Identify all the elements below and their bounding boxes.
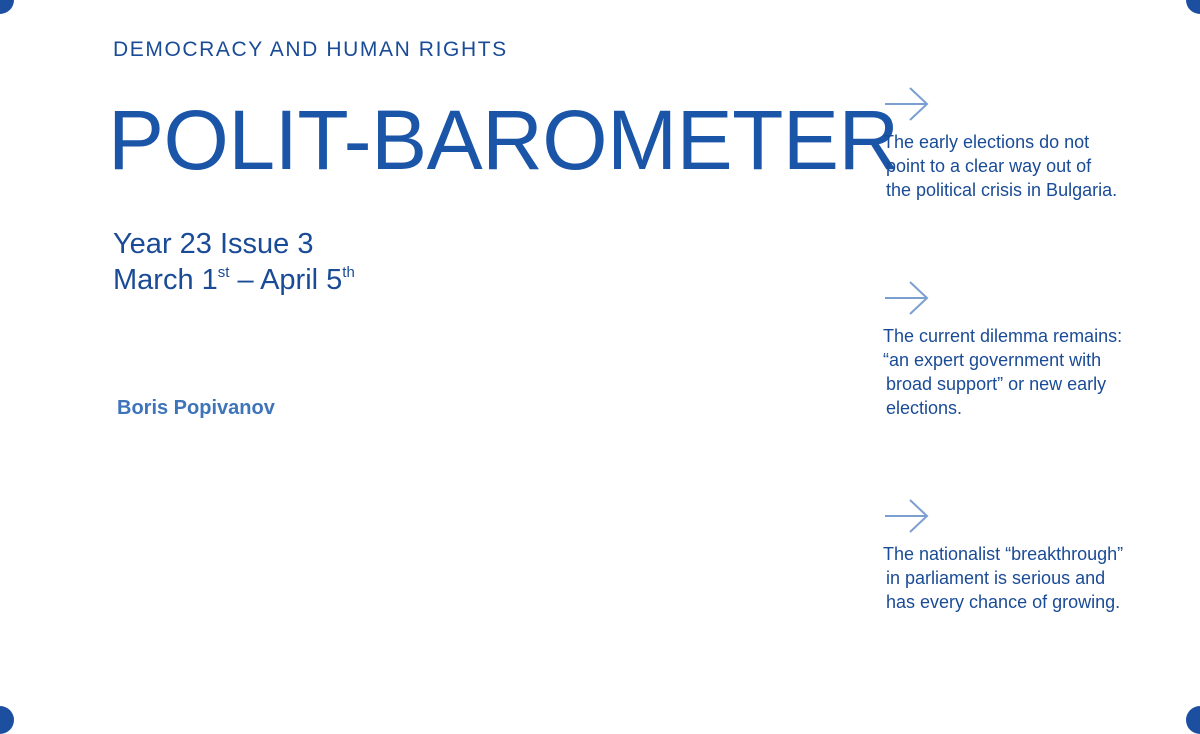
arrow-right-icon xyxy=(883,278,931,318)
corner-accent xyxy=(0,706,14,734)
key-point xyxy=(883,278,1173,420)
issue-dates: March 1st – April 5th xyxy=(113,264,355,296)
issue-number: Year 23 Issue 3 xyxy=(113,228,314,260)
corner-accent xyxy=(1186,706,1200,734)
arrow-right-icon xyxy=(883,496,931,536)
page-title: POLIT-BAROMETER xyxy=(108,93,899,187)
key-point xyxy=(883,84,1173,202)
key-point-text: The nationalist “breakthrough” in parliament is serious and has every chance of growing. xyxy=(883,544,1124,612)
key-point-text: The current dilemma remains: “an expert government with broad support” or new early elections. xyxy=(883,326,1123,418)
corner-accent xyxy=(0,0,14,14)
key-point-text: The early elections do not point to a clear way out of the political crisis in Bulgaria. xyxy=(883,132,1118,200)
arrow-right-icon xyxy=(883,84,931,124)
author-name: Boris Popivanov xyxy=(117,397,275,419)
corner-accent xyxy=(1186,0,1200,14)
key-point xyxy=(883,496,1173,614)
section-kicker: DEMOCRACY AND HUMAN RIGHTS xyxy=(113,38,508,61)
issue-info xyxy=(113,226,355,298)
